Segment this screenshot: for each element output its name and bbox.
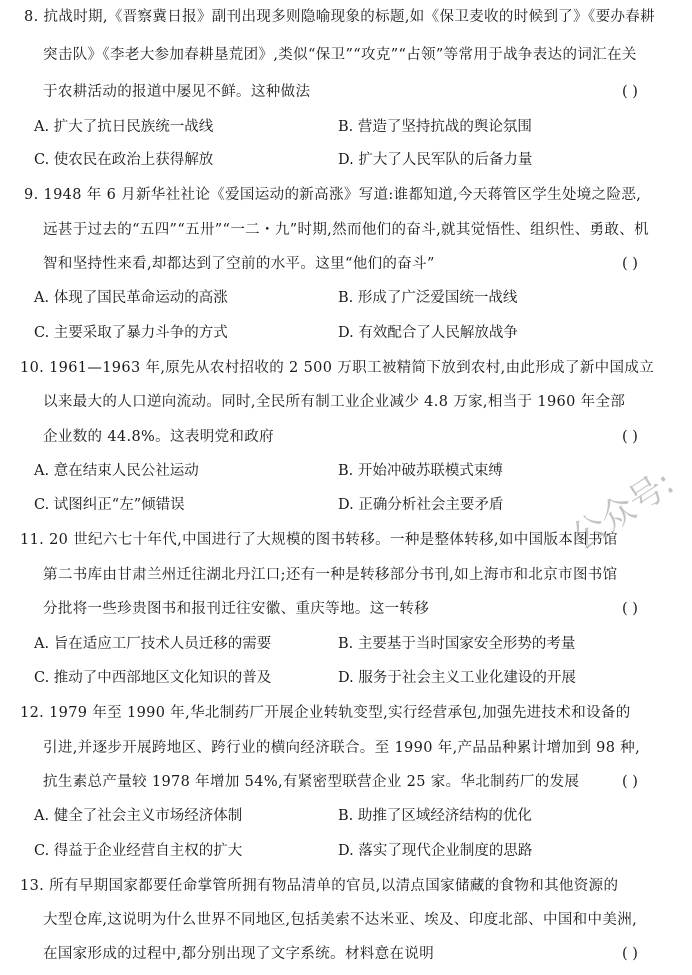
question-stem-line: 10. 1961—1963 年,原先从农村招收的 2 500 万职工被精简下放到农村,由此形成了新中国成立: [20, 360, 655, 376]
question-stem-line: 11. 20 世纪六七十年代,中国进行了大规模的图书转移。一种是整体转移,如中国版本图书馆: [20, 532, 618, 548]
option-c[interactable]: C. 使农民在政治上获得解放: [34, 152, 214, 168]
watermark: 公众号:: [564, 462, 682, 559]
question-stem-line: 突击队》《李老大参加春耕垦荒团》,类似“保卫”“攻克”“占领”等常用于战争表达的词汇在关: [43, 47, 637, 63]
question-stem-line: 在国家形成的过程中,都分别出现了文字系统。材料意在说明: [43, 946, 435, 962]
question-stem-line: 于农耕活动的报道中屡见不鲜。这种做法: [43, 84, 311, 100]
option-a[interactable]: A. 扩大了抗日民族统一战线: [34, 119, 214, 135]
option-b[interactable]: B. 助推了区域经济结构的优化: [338, 808, 532, 824]
option-d[interactable]: D. 扩大了人民军队的后备力量: [338, 152, 533, 168]
option-a[interactable]: A. 体现了国民革命运动的高涨: [34, 290, 228, 306]
question-stem-line: 企业数的 44.8%。这表明党和政府: [43, 429, 274, 445]
option-b[interactable]: B. 形成了广泛爱国统一战线: [338, 290, 518, 306]
question-stem-line: 第二书库由甘肃兰州迁往湖北丹江口;还有一种是转移部分书刊,如上海市和北京市图书馆: [43, 567, 618, 583]
question-stem-line: 8. 抗战时期,《晋察冀日报》副刊出现多则隐喻现象的标题,如《保卫麦收的时候到了》《要办春耕: [24, 9, 656, 25]
option-d[interactable]: D. 服务于社会主义工业化建设的开展: [338, 670, 576, 686]
question-stem-line: 12. 1979 年至 1990 年,华北制药厂开展企业转轨变型,实行经营承包,加强先进技术和设备的: [20, 705, 631, 721]
option-d[interactable]: D. 正确分析社会主要矛盾: [338, 497, 504, 513]
option-c[interactable]: C. 推动了中西部地区文化知识的普及: [34, 670, 272, 686]
answer-blank: ( ): [622, 84, 638, 100]
option-a[interactable]: A. 意在结束人民公社运动: [34, 463, 199, 479]
option-b[interactable]: B. 开始冲破苏联模式束缚: [338, 463, 503, 479]
question-stem-line: 大型仓库,这说明为什么世界不同地区,包括美索不达米亚、埃及、印度北部、中国和中美洲,: [43, 912, 638, 928]
answer-blank: ( ): [622, 774, 638, 790]
option-c[interactable]: C. 得益于企业经营自主权的扩大: [34, 843, 243, 859]
question-stem-line: 以来最大的人口逆向流动。同时,全民所有制工业企业减少 4.8 万家,相当于 1960 年全部: [43, 394, 626, 410]
question-stem-line: 智和坚持性来看,却都达到了空前的水平。这里“他们的奋斗”: [43, 256, 435, 272]
question-stem-line: 引进,并逐步开展跨地区、跨行业的横向经济联合。至 1990 年,产品品种累计增加到 98 种,: [43, 740, 641, 756]
answer-blank: ( ): [622, 256, 638, 272]
question-stem-line: 分批将一些珍贵图书和报刊迁往安徽、重庆等地。这一转移: [43, 601, 430, 617]
option-d[interactable]: D. 有效配合了人民解放战争: [338, 325, 518, 341]
option-c[interactable]: C. 试图纠正“左”倾错误: [34, 497, 185, 513]
option-b[interactable]: B. 营造了坚持抗战的舆论氛围: [338, 119, 532, 135]
option-b[interactable]: B. 主要基于当时国家安全形势的考量: [338, 636, 576, 652]
question-stem-line: 抗生素总产量较 1978 年增加 54%,有紧密型联营企业 25 家。华北制药厂的发展: [43, 774, 580, 790]
question-stem-line: 13. 所有早期国家都要任命掌管所拥有物品清单的官员,以清点国家储藏的食物和其他资源的: [20, 878, 619, 894]
answer-blank: ( ): [622, 429, 638, 445]
option-a[interactable]: A. 旨在适应工厂技术人员迁移的需要: [34, 636, 272, 652]
answer-blank: ( ): [622, 946, 638, 962]
answer-blank: ( ): [622, 601, 638, 617]
option-c[interactable]: C. 主要采取了暴力斗争的方式: [34, 325, 228, 341]
question-stem-line: 9. 1948 年 6 月新华社社论《爱国运动的新高涨》写道:谁都知道,今天蒋管区学生处境之险恶,: [24, 187, 642, 203]
option-d[interactable]: D. 落实了现代企业制度的思路: [338, 843, 533, 859]
question-stem-line: 远甚于过去的“五四”“五卅”“一二・九”时期,然而他们的奋斗,就其觉悟性、组织性、勇敢、机: [43, 222, 649, 238]
option-a[interactable]: A. 健全了社会主义市场经济体制: [34, 808, 243, 824]
